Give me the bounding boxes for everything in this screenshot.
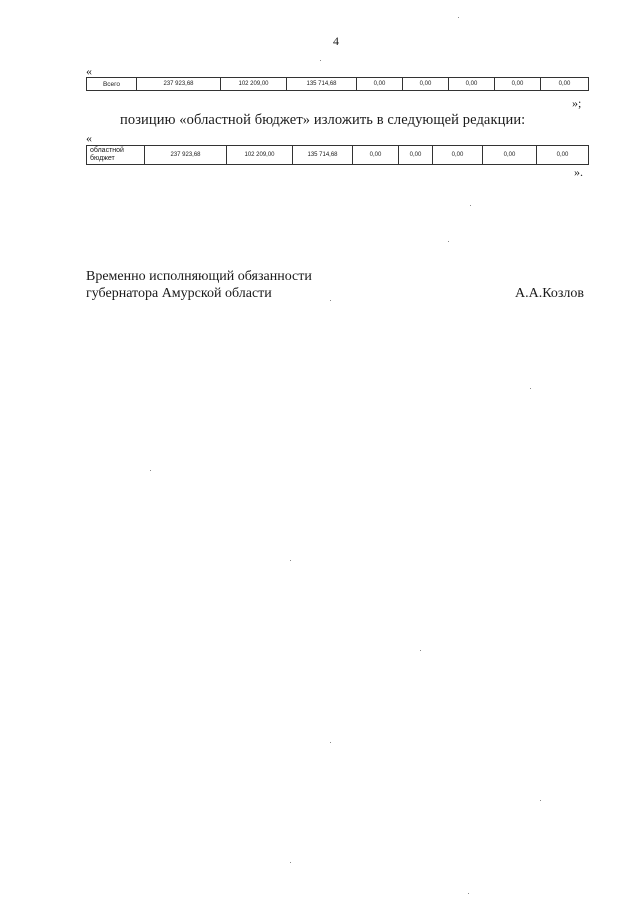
scan-speck xyxy=(290,560,291,561)
total-row-table xyxy=(86,77,589,91)
table-cell: 0,00 xyxy=(403,78,449,91)
signatory-title-line-1: Временно исполняющий обязанности xyxy=(86,269,312,284)
close-quote-2: ». xyxy=(574,165,583,179)
table-cell: 135 714,68 xyxy=(287,78,357,91)
signatory-title xyxy=(86,268,312,302)
table-cell: 102 209,00 xyxy=(221,78,287,91)
table-cell: 0,00 xyxy=(433,146,483,165)
signatory-title-line-2: губернатора Амурской области xyxy=(86,286,272,301)
table-cell: 0,00 xyxy=(541,78,589,91)
close-quote-1: »; xyxy=(572,96,582,110)
scan-speck xyxy=(290,862,291,863)
table-cell: 0,00 xyxy=(399,146,433,165)
table-cell: 237 923,68 xyxy=(145,146,227,165)
scan-speck xyxy=(468,893,469,894)
open-quote-1: « xyxy=(86,64,92,78)
table-cell: 0,00 xyxy=(449,78,495,91)
table-cell: 0,00 xyxy=(495,78,541,91)
table-cell: 0,00 xyxy=(537,146,589,165)
scan-speck xyxy=(448,241,449,242)
table-cell: 102 209,00 xyxy=(227,146,293,165)
scan-speck xyxy=(540,800,541,801)
table-row xyxy=(87,146,589,165)
scan-speck xyxy=(420,650,421,651)
table-cell: 0,00 xyxy=(357,78,403,91)
row-label: областной бюджет xyxy=(87,146,145,165)
open-quote-2: « xyxy=(86,131,92,145)
table-cell: 0,00 xyxy=(483,146,537,165)
signatory-name: А.А.Козлов xyxy=(515,286,584,301)
regional-budget-row-table xyxy=(86,145,589,165)
page-number: 4 xyxy=(333,34,339,48)
scan-speck xyxy=(150,470,151,471)
scan-speck xyxy=(458,17,459,18)
table-cell: 237 923,68 xyxy=(137,78,221,91)
table-cell: 0,00 xyxy=(353,146,399,165)
instruction-text: позицию «областной бюджет» изложить в следующей редакции: xyxy=(120,112,526,128)
row-label: Всего xyxy=(87,78,137,91)
scan-speck xyxy=(330,742,331,743)
scan-speck xyxy=(320,60,321,61)
table-cell: 135 714,68 xyxy=(293,146,353,165)
scan-speck xyxy=(530,388,531,389)
table-row xyxy=(87,78,589,91)
scan-speck xyxy=(470,205,471,206)
scan-speck xyxy=(330,300,331,301)
